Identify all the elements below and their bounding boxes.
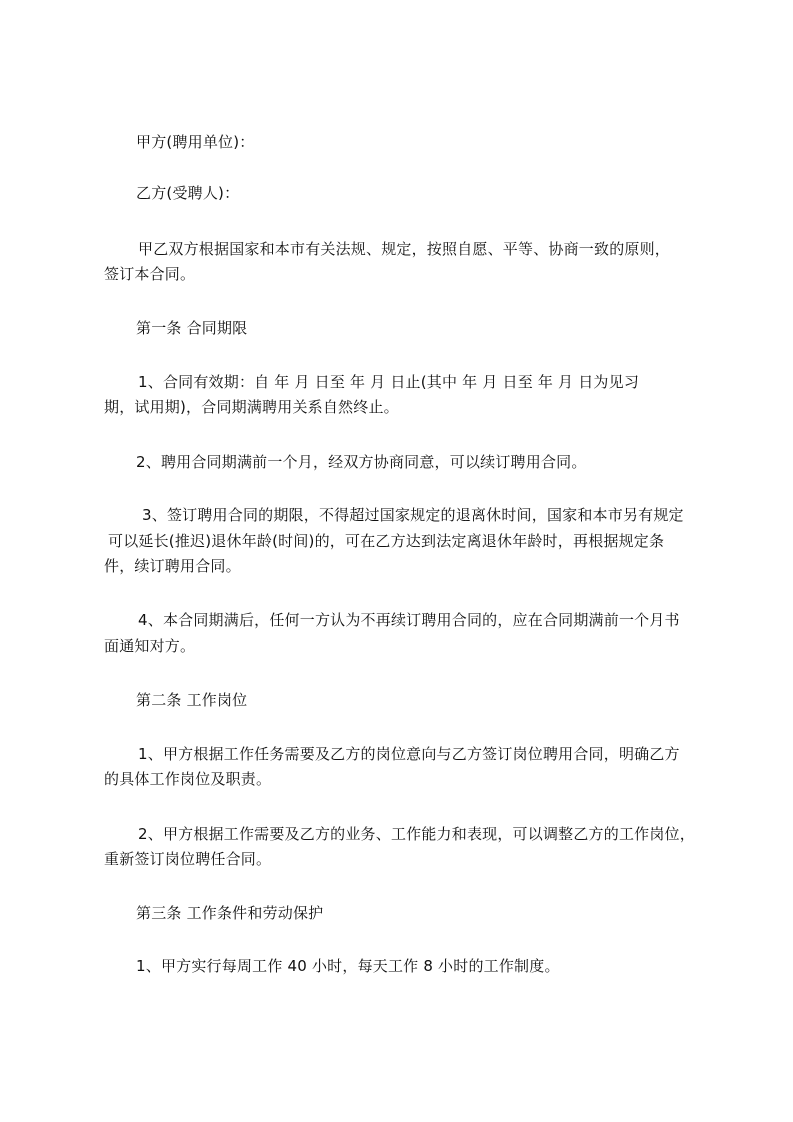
article1-clause1-line-2: 期，试用期)，合同期满聘用关系自然终止。: [104, 398, 399, 416]
preamble-line-1: 甲乙双方根据国家和本市有关法规、规定，按照自愿、平等、协商一致的原则，: [138, 240, 671, 258]
article1-clause1-line-1: 1、合同有效期：自 年 月 日至 年 月 日止(其中 年 月 日至 年 月 日为见习: [138, 373, 640, 391]
article1-heading: 第一条 合同期限: [136, 319, 248, 337]
article1-clause3-line-3: 件，续订聘用合同。: [104, 557, 241, 575]
article2-clause2-line-1: 2、甲方根据工作需要及乙方的业务、工作能力和表现，可以调整乙方的工作岗位，: [138, 825, 695, 843]
article1-clause4-line-1: 4、本合同期满后，任何一方认为不再续订聘用合同的，应在合同期满前一个月书: [138, 611, 680, 629]
preamble-line-2: 签订本合同。: [104, 265, 196, 283]
article1-clause3-line-2: 可以延长(推迟)退休年龄(时间)的，可在乙方达到法定离退休年龄时，再根据规定条: [108, 532, 665, 550]
article3-heading: 第三条 工作条件和劳动保护: [136, 904, 324, 922]
party-b-line: 乙方(受聘人)：: [136, 184, 240, 202]
article2-clause1-line-1: 1、甲方根据工作任务需要及乙方的岗位意向与乙方签订岗位聘用合同，明确乙方: [138, 745, 680, 763]
article2-clause1-line-2: 的具体工作岗位及职责。: [104, 770, 272, 788]
article3-clause1-line-1: 1、甲方实行每周工作 40 小时，每天工作 8 小时的工作制度。: [136, 957, 560, 975]
article1-clause2-line-1: 2、聘用合同期满前一个月，经双方协商同意，可以续订聘用合同。: [136, 453, 587, 471]
article1-clause4-line-2: 面通知对方。: [104, 637, 196, 655]
article2-clause2-line-2: 重新签订岗位聘任合同。: [104, 850, 272, 868]
party-a-line: 甲方(聘用单位)：: [136, 133, 255, 151]
article1-clause3-line-1: 3、签订聘用合同的期限，不得超过国家规定的退离休时间，国家和本市另有规定: [142, 506, 684, 524]
article2-heading: 第二条 工作岗位: [136, 691, 248, 709]
